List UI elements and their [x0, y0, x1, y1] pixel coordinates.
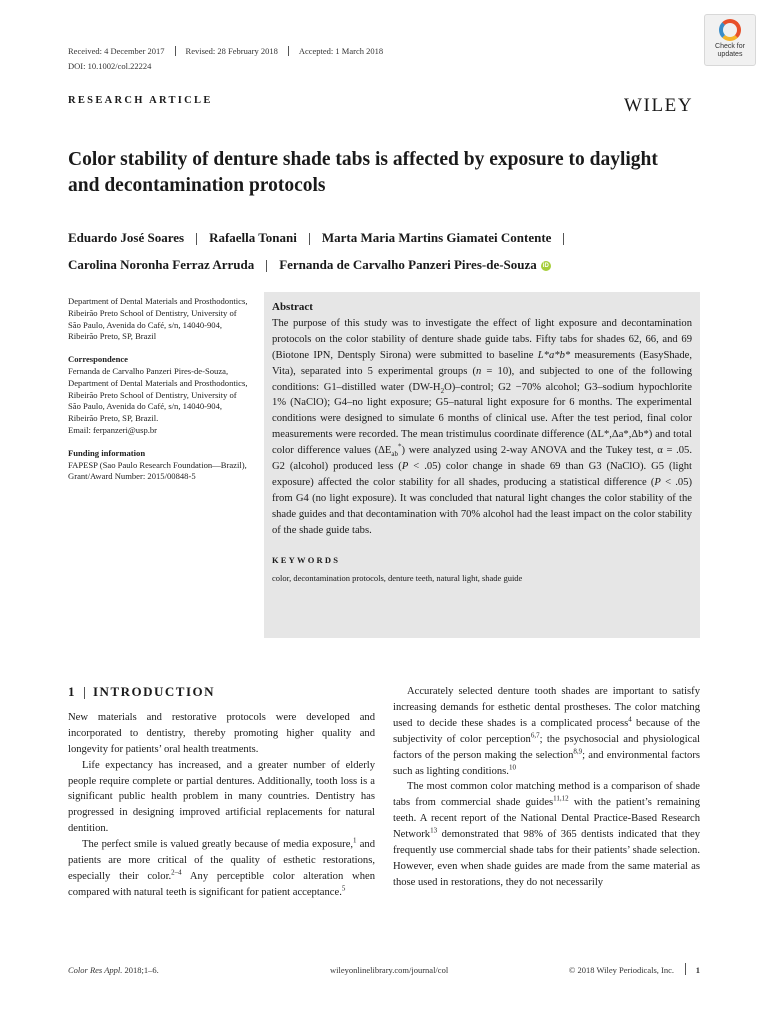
divider — [563, 233, 564, 245]
citation-ref[interactable]: 2–4 — [171, 868, 182, 877]
correspondence-email[interactable]: Email: ferpanzeri@usp.br — [68, 424, 158, 435]
article-type: RESEARCH ARTICLE — [68, 95, 213, 106]
author-line-2 — [68, 257, 551, 273]
paragraph: Life expectancy has increased, and a greater number of elderly people require complete or partial dentures. Additionally, tooth loss is a significant public health problem in many countries. Dentistry has progressed in designing improved artificial replacements for natural dentition. — [68, 759, 375, 835]
badge-label-1: Check for — [715, 43, 745, 50]
citation-ref[interactable]: 8,9 — [573, 747, 583, 756]
correspondence-heading: Correspondence — [68, 354, 128, 365]
divider — [288, 46, 289, 56]
divider — [266, 260, 267, 272]
paragraph: The perfect smile is valued greatly because of media exposure,$^1$ and patients are more critical of the quality of esthetic restorations, especially their color.$^{2-4}$ Any perceptible color alteration when compared with natural teeth is significant for patient acceptance.$^5$ — [68, 836, 376, 898]
abstract-heading: Abstract — [272, 301, 313, 313]
author-name: Eduardo José Soares — [68, 230, 185, 245]
received-date: Received: 4 December 2017 — [68, 46, 165, 57]
funding-body: FAPESP (Sao Paulo Research Foundation—Brazil), Grant/Award Number: 2015/00848-5 — [68, 459, 247, 482]
divider — [84, 687, 85, 699]
citation-ref[interactable]: 6,7 — [530, 731, 540, 740]
keywords-list: color, decontamination protocols, denture teeth, natural light, shade guide — [272, 572, 523, 583]
affiliation: Department of Dental Materials and Prosthodontics, Ribeirão Preto School of Dentistry, University of São Paulo, Avenida do Café, s/n, 14040-904, Ribeirão Preto, SP, Brazil — [68, 296, 248, 342]
crossmark-icon — [719, 19, 741, 41]
citation-ref[interactable]: 13 — [430, 826, 438, 835]
body-column-right — [393, 684, 700, 891]
publisher-logo: WILEY — [624, 95, 694, 116]
citation-ref[interactable]: 10 — [508, 763, 516, 771]
paragraph: Accurately selected denture tooth shades are important to satisfy increasing demands for esthetic dental prostheses. The color matching used to decide these shades is a complicated process$^4$ because of the subjectivity of color perception$^{6,7}$; the psychosocial and physiological factors of the person making the selection$^{8,9}$; and environmental factors such as lighting conditions.$^{10}$ — [393, 686, 701, 777]
abstract-text: The purpose of this study was to investigate the effect of light exposure and decontamination protocols on the color stability of denture shade guide tabs. Fifty tabs for shades 62, 66, and 69 (Biotone IPN, Dentsply Sirona) were submitted to baseline L*a*b* measurements (EasyShade, Vita), separated into 5 experimental groups (n = 10), and subjected to one of the following conditions: G1–distilled water $(DW-H_2O)$–control; G2 −70% alcohol; G3–sodium hypochlorite 1% (NaClO); G4–no light exposure; G5–natural light exposure for 6 months. The experimental conditions were designed to simulate 6 months of clinical use. After the test period, final color measurements were recorded. The mean tristimulus coordinate difference (ΔL*,Δa*,Δb*) and total color difference values $(\Delta E_{ab}^*)$ were analyzed using 2-way ANOVA and the Tukey test, α = .05. G2 (alcohol) produced less (P < .05) color change in shade 69 than G3 (NaClO). G5 (light exposure) affected the color stability for all shades, producing a statistical difference (P < .05) from G4 (no light exposure). It was concluded that natural light changes the color stability of the shade guides and that decontamination with 70% alcohol had the least impact on the color stability of the shade guide tabs. — [272, 317, 693, 536]
funding-block — [68, 448, 248, 483]
accepted-date: Accepted: 1 March 2018 — [298, 46, 384, 57]
author-name: Rafaella Tonani — [209, 230, 297, 245]
revised-date: Revised: 28 February 2018 — [185, 46, 278, 57]
article-info-sidebar — [68, 296, 248, 494]
copyright: © 2018 Wiley Periodicals, Inc. — [568, 965, 674, 975]
citation-ref[interactable]: 1 — [353, 836, 357, 845]
article-dates — [68, 45, 383, 56]
body-column-left — [68, 684, 375, 901]
divider — [685, 963, 686, 975]
divider — [175, 46, 176, 56]
journal-url[interactable]: wileyonlinelibrary.com/journal/col — [330, 965, 449, 975]
divider — [309, 233, 310, 245]
citation-ref[interactable]: 11,12 — [553, 794, 569, 803]
badge-label-2: updates — [717, 51, 743, 58]
citation-ref[interactable]: 5 — [341, 884, 346, 893]
check-for-updates-button[interactable] — [704, 14, 756, 66]
orcid-icon[interactable]: iD — [542, 263, 549, 270]
author-name: Carolina Noronha Ferraz Arruda — [68, 257, 255, 272]
section-heading: 1 INTRODUCTION — [68, 684, 216, 699]
journal-citation: Color Res Appl. 2018;1–6. — [68, 965, 159, 975]
funding-heading: Funding information — [68, 447, 146, 458]
author-line-1 — [68, 230, 576, 246]
author-name: Marta Maria Martins Giamatei Contente — [321, 230, 552, 245]
author-name: Fernanda de Carvalho Panzeri Pires-de-Souza — [279, 257, 537, 272]
doi[interactable]: DOI: 10.1002/col.22224 — [68, 61, 152, 71]
correspondence-body: Fernanda de Carvalho Panzeri Pires-de-Souza, Department of Dental Materials and Prosthodontics, Ribeirão Preto School of Dentistry, University of São Paulo, Avenida do Café, s/n, 14040-904, Ribeirão Preto, SP, Brazil. — [68, 365, 248, 424]
paragraph: The most common color matching method is a comparison of shade tabs from commercial shade guides$^{11,12}$ with the patient’s remaining teeth. A recent report of the National Dental Practice-Based Research Network$^{13}$ demonstrated that 98% of 365 dentists indicated that they frequently use commercial shade tabs for their patients’ shade selection. However, even when shade guides are made from the same material as those used in restorations, they do not necessarily — [393, 781, 700, 888]
paper-title: Color stability of denture shade tabs is affected by exposure to daylight and decontamination protocols — [68, 149, 658, 196]
citation-ref[interactable]: 4 — [628, 715, 632, 724]
paragraph: New materials and restorative protocols were developed and incorporated to dentistry, thereby promoting higher quality and longevity for patients’ oral health treatments. — [68, 711, 375, 755]
page-number: 1 — [695, 965, 700, 975]
divider — [196, 233, 197, 245]
correspondence-block — [68, 354, 248, 437]
abstract-box — [264, 292, 700, 638]
keywords-heading: KEYWORDS — [272, 554, 341, 565]
